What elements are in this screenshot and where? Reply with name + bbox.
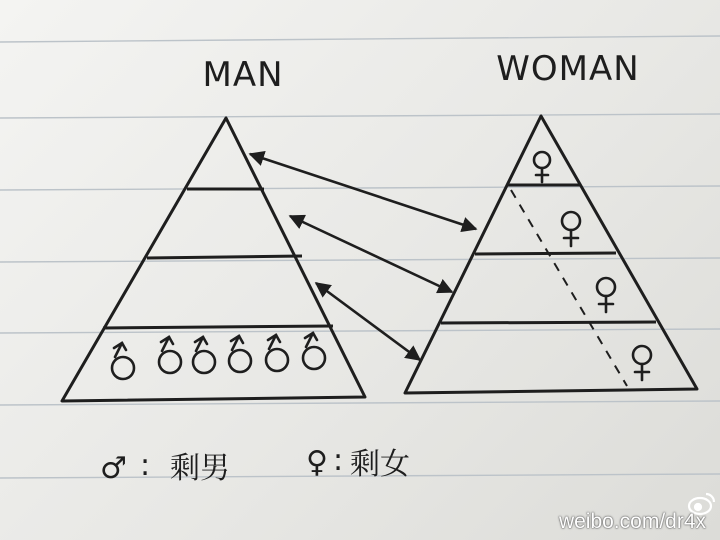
legend <box>100 443 410 486</box>
legend-female-label: 剩女 <box>350 447 410 482</box>
female-symbol <box>633 346 651 380</box>
man-tier-divider-3 <box>103 326 333 328</box>
female-symbol <box>562 212 580 246</box>
legend-male-separator: : <box>140 448 151 483</box>
male-symbol <box>193 337 215 373</box>
legend-male-symbol: ♂ <box>100 451 127 486</box>
male-symbol <box>229 336 251 372</box>
woman-title: WOMAN <box>496 49 640 89</box>
arrow-man-tier2-woman-tier3 <box>290 216 452 292</box>
arrow-man-tier3-woman-tier4 <box>316 283 420 360</box>
ruled-lines <box>0 36 720 478</box>
male-symbol <box>266 335 288 371</box>
legend-male-label: 剩男 <box>170 451 230 486</box>
legend-female-symbol: ♀ <box>306 445 328 480</box>
female-symbol <box>597 278 615 312</box>
woman-pyramid <box>405 116 697 393</box>
woman-tier-divider-2 <box>475 253 616 254</box>
man-tier-divider-2 <box>147 256 302 258</box>
male-symbol <box>303 333 325 369</box>
woman-tier-divider-3 <box>441 322 656 323</box>
man-title: MAN <box>202 55 284 95</box>
legend-female-separator: : <box>333 443 344 478</box>
arrow-man-tier1-woman-tier2 <box>250 154 476 229</box>
male-symbol <box>112 343 134 379</box>
male-symbol <box>159 337 181 373</box>
male-symbols <box>112 333 325 379</box>
woman-dashed-line <box>511 190 627 386</box>
watermark: weibo.com/dr4x <box>558 510 706 533</box>
female-symbol <box>534 152 550 182</box>
